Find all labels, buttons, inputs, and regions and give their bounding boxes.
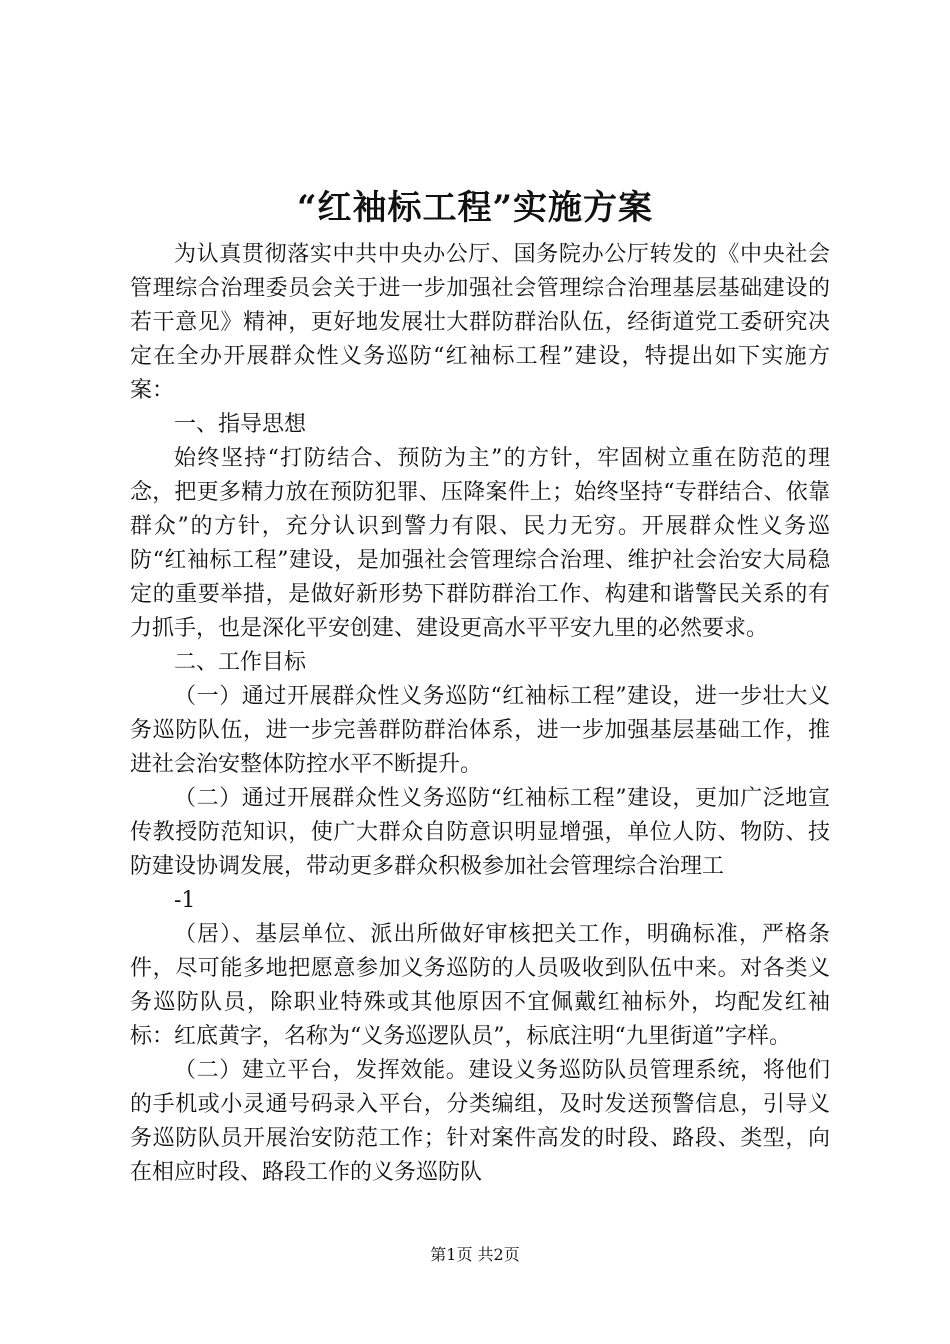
document-body: [130, 238, 830, 1190]
section-heading-work-goals: 二、工作目标: [174, 650, 307, 675]
section-heading-guiding-thought: 一、指导思想: [174, 412, 307, 437]
document-title: “红袖标工程”实施方案: [296, 188, 654, 228]
continued-paragraph-1: （居）、基层单位、派出所做好审核把关工作，明确标准，严格条件，尽可能多地把愿意参加义务巡防的人员吸收到队伍中来。对各类义务巡防队员，除职业特殊或其他原因不宜佩戴红袖标外，均配发红袖标：红底黄字，名称为“义务巡逻队员”，标底注明“九里街道”字样。: [130, 922, 830, 1049]
page-footer: 第1页 共2页: [430, 1245, 520, 1264]
goal-paragraph-2: （二）通过开展群众性义务巡防“红袖标工程”建设，更加广泛地宣传教授防范知识，使广大群众自防意识明显增强，单位人防、物防、技防建设协调发展，带动更多群众积极参加社会管理综合治理工: [130, 786, 830, 879]
goal-paragraph-1: （一）通过开展群众性义务巡防“红袖标工程”建设，进一步壮大义务巡防队伍，进一步完善群防群治体系，进一步加强基层基础工作，推进社会治安整体防控水平不断提升。: [130, 684, 830, 777]
continued-paragraph-2: （二）建立平台，发挥效能。建设义务巡防队员管理系统，将他们的手机或小灵通号码录入平台，分类编组，及时发送预警信息，引导义务巡防队员开展治安防范工作；针对案件高发的时段、路段、类型，向在相应时段、路段工作的义务巡防队: [130, 1058, 830, 1185]
page-marker: -1: [174, 888, 196, 913]
intro-paragraph: 为认真贯彻落实中共中央办公厅、国务院办公厅转发的《中央社会管理综合治理委员会关于进一步加强社会管理综合治理基层基础建设的若干意见》精神，更好地发展壮大群防群治队伍，经街道党工委研究决定在全办开展群众性义务巡防“红袖标工程”建设，特提出如下实施方案：: [130, 242, 830, 403]
guiding-thought-paragraph: 始终坚持“打防结合、预防为主”的方针，牢固树立重在防范的理念，把更多精力放在预防犯罪、压降案件上；始终坚持“专群结合、依靠群众”的方针，充分认识到警力有限、民力无穷。开展群众性义务巡防“红袖标工程”建设，是加强社会管理综合治理、维护社会治安大局稳定的重要举措，是做好新形势下群防群治工作、构建和谐警民关系的有力抓手，也是深化平安创建、建设更高水平平安九里的必然要求。: [130, 446, 830, 641]
